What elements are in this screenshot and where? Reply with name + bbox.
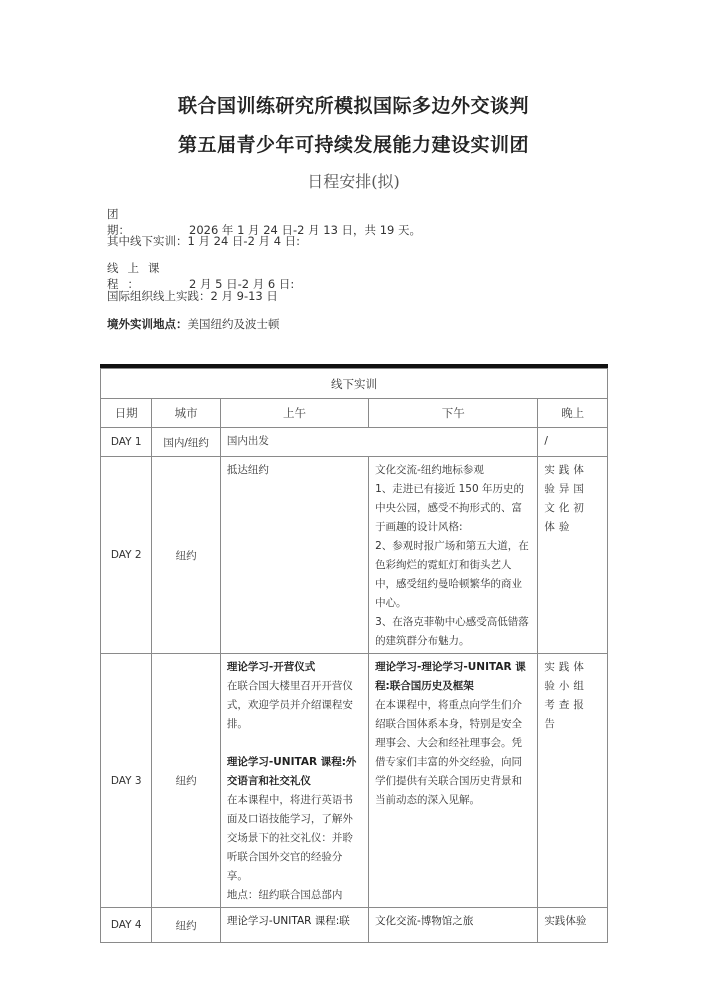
table-row xyxy=(101,908,608,943)
table-section-title: 线下实训 xyxy=(101,369,608,399)
table-row xyxy=(101,654,608,908)
evening-cell: 实践体验异国文化初体验 xyxy=(538,457,608,654)
am-pm-cell: 国内出发 xyxy=(220,428,537,457)
info-offline xyxy=(107,233,300,249)
afternoon-text: 在本课程中，将重点向学生们介绍联合国体系本身，特别是安全理事会、大会和经社理事会。凭借专家们丰富的外交经验，向同学们提供有关联合国历史背景和当前动态的深入见解。 xyxy=(375,699,523,806)
spacer xyxy=(227,734,362,753)
city-cell: 纽约 xyxy=(152,457,221,654)
table-header-row xyxy=(101,399,608,428)
day-cell: DAY 2 xyxy=(101,457,152,654)
morning-cell xyxy=(220,654,368,908)
morning-cell: 抵达纽约 xyxy=(220,457,368,654)
city-cell: 纽约 xyxy=(152,654,221,908)
morning-location: 地点：纽约联合国总部内 xyxy=(226,889,343,901)
afternoon-item-3: 3、在洛克菲勒中心感受高低错落的建筑群分布魅力。 xyxy=(375,616,529,647)
document-subtitle: 日程安排(拟) xyxy=(307,172,400,191)
document-title-line-2: 第五届青少年可持续发展能力建设实训团 xyxy=(177,134,529,156)
info-practice-value: 2 月 9-13 日 xyxy=(210,289,278,303)
info-location-label: 境外实训地点： xyxy=(107,317,188,331)
info-online-value: 2 月 5 日-2 月 6 日: xyxy=(189,277,295,291)
info-period-label: 团期： xyxy=(107,207,130,237)
header-evening: 晚上 xyxy=(538,399,608,428)
info-offline-value: 1 月 24 日-2 月 4 日: xyxy=(187,234,301,248)
day-cell: DAY 3 xyxy=(101,654,152,908)
afternoon-title: 理论学习-理论学习-UNITAR 课程:联合国历史及框架 xyxy=(375,661,526,692)
city-cell: 纽约 xyxy=(152,908,221,943)
info-practice-label: 国际组织线上实践： xyxy=(107,289,211,303)
info-location-value: 美国纽约及波士顿 xyxy=(187,317,280,331)
info-location xyxy=(107,316,280,332)
info-online-label: 线上课程： xyxy=(107,261,169,291)
evening-cell: / xyxy=(538,428,608,457)
header-afternoon: 下午 xyxy=(369,399,538,428)
morning-title-1: 理论学习-开营仪式 xyxy=(226,661,316,673)
info-period-value: 2026 年 1 月 24 日-2 月 13 日，共 19 天。 xyxy=(189,223,422,237)
day-cell: DAY 1 xyxy=(101,428,152,457)
afternoon-item-1: 1、走进已有接近 150 年历史的中央公园，感受不拘形式的、富于画趣的设计风格: xyxy=(375,483,524,533)
afternoon-item-2: 2、参观时报广场和第五大道，在色彩绚烂的霓虹灯和街头艺人中，感受纽约曼哈顿繁华的商业中心。 xyxy=(375,540,529,609)
morning-text-1: 在联合国大楼里召开开营仪式，欢迎学员并介绍课程安排。 xyxy=(226,680,353,730)
morning-cell: 理论学习-UNITAR 课程:联 xyxy=(220,908,368,943)
morning-text-2: 在本课程中，将进行英语书面及口语技能学习，了解外交场景下的社交礼仪：并聆听联合国外交官的经验分享。 xyxy=(226,794,353,882)
table-row xyxy=(101,457,608,654)
header-morning: 上午 xyxy=(220,399,368,428)
morning-title-2: 理论学习-UNITAR 课程:外交语言和社交礼仪 xyxy=(226,756,357,787)
table-row xyxy=(101,428,608,457)
info-offline-label: 其中线下实训： xyxy=(107,234,188,248)
header-date: 日期 xyxy=(101,399,152,428)
header-city: 城市 xyxy=(152,399,221,428)
info-practice xyxy=(107,288,278,304)
afternoon-cell xyxy=(369,654,538,908)
evening-cell: 实践体验小组考查报告 xyxy=(538,654,608,908)
afternoon-cell: 文化交流-博物馆之旅 xyxy=(369,908,538,943)
schedule-table xyxy=(100,368,608,943)
table-section-row xyxy=(101,369,608,399)
day-cell: DAY 4 xyxy=(101,908,152,943)
afternoon-cell xyxy=(369,457,538,654)
evening-cell: 实践体验 xyxy=(538,908,608,943)
city-cell: 国内/纽约 xyxy=(152,428,221,457)
document-title-line-1: 联合国训练研究所模拟国际多边外交谈判 xyxy=(177,95,529,117)
afternoon-title: 文化交流-纽约地标参观 xyxy=(375,464,484,476)
